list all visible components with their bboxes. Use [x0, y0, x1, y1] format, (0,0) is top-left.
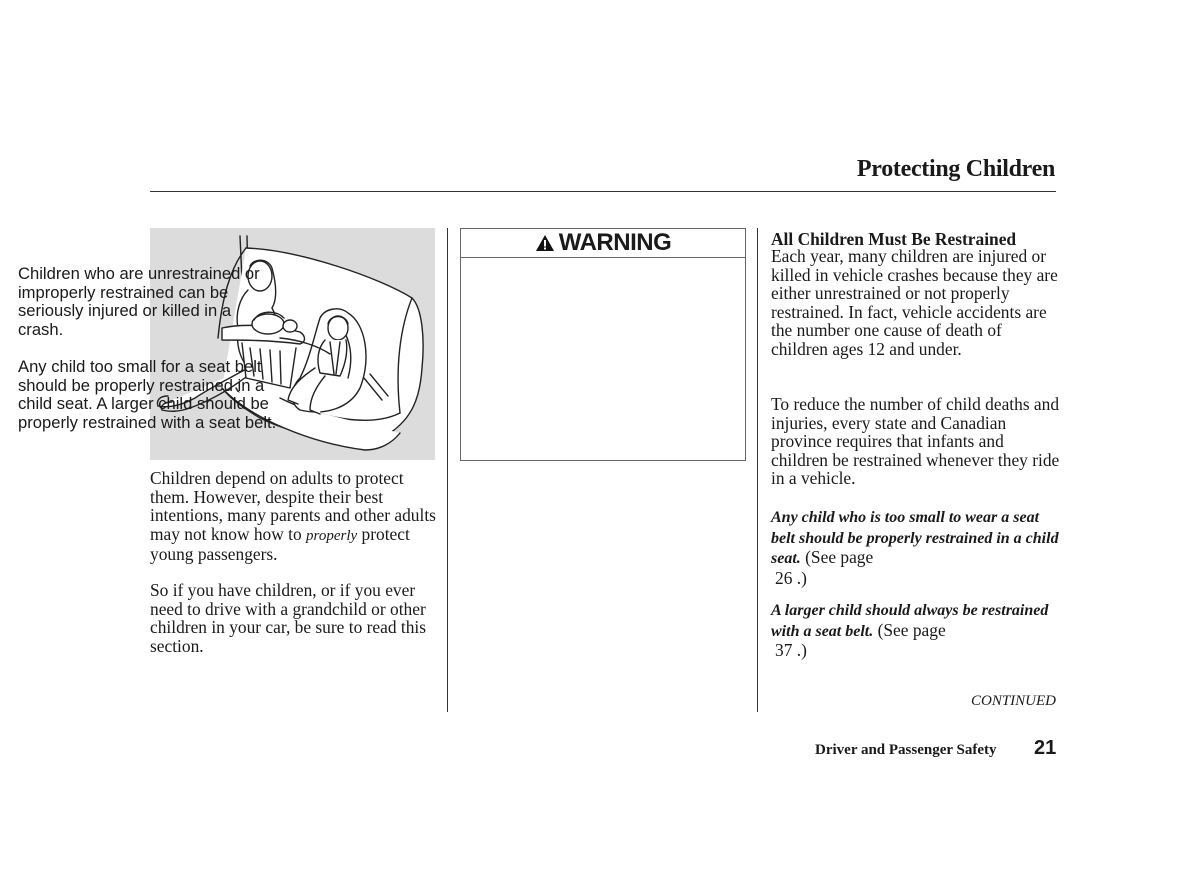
page-reference-prefix: (See page [877, 619, 946, 640]
law-paragraph: To reduce the number of child deaths and injuries, every state and Canadian province requires that infants and children be restrained whenever they ride in a vehicle. [771, 394, 1060, 489]
title-rule [150, 191, 1056, 192]
page-reference-26[interactable]: 26 .) [775, 567, 807, 588]
seat-belt-emphasis: A larger child should always be restrained with a seat belt. [771, 602, 1049, 640]
read-section-paragraph: So if you have children, or if you ever need to drive with a grandchild or other children in your car, be sure to read this section. [150, 580, 427, 656]
warning-label: WARNING [558, 229, 672, 256]
warning-header [461, 229, 745, 258]
page-reference-37[interactable]: 37 .) [775, 640, 807, 661]
warning-triangle-icon [535, 234, 555, 252]
warning-box [460, 228, 746, 461]
intro-text: Children depend on adults to protect them. However, despite their best intentions, many parents and other adults may not know how to [150, 468, 436, 544]
intro-text-end: protect young passengers. [150, 523, 410, 565]
child-seat-emphasis: Any child who is too small to wear a seat belt should be properly restrained in a child seat. [771, 509, 1059, 568]
continued-label: CONTINUED [970, 693, 1056, 709]
emphasis-properly: properly [306, 527, 358, 544]
footer-section-title: Driver and Passenger Safety [815, 742, 997, 758]
page-reference-prefix: (See page [805, 547, 874, 568]
warning-text-2: Any child too small for a seat belt should be properly restrained in a child seat. A larger child should be properly restrained with a seat belt. [18, 357, 277, 432]
column-divider-right [757, 228, 758, 712]
intro-paragraph [150, 469, 440, 564]
warning-text-1: Children who are unrestrained or improperly restrained can be seriously injured or killed in a crash. [18, 264, 260, 339]
page-number: 21 [1034, 737, 1057, 759]
page-title: Protecting Children [856, 156, 1055, 182]
section-heading: All Children Must Be Restrained [771, 229, 1017, 249]
crash-statistics-paragraph: Each year, many children are injured or killed in vehicle crashes because they are either unrestrained or not properly restrained. In fact, vehicle accidents are the number one cause of death of children ages 12 and under. [771, 246, 1058, 359]
seat-belt-paragraph [771, 600, 1061, 660]
column-divider-left [447, 228, 448, 712]
child-seat-paragraph [771, 507, 1061, 587]
